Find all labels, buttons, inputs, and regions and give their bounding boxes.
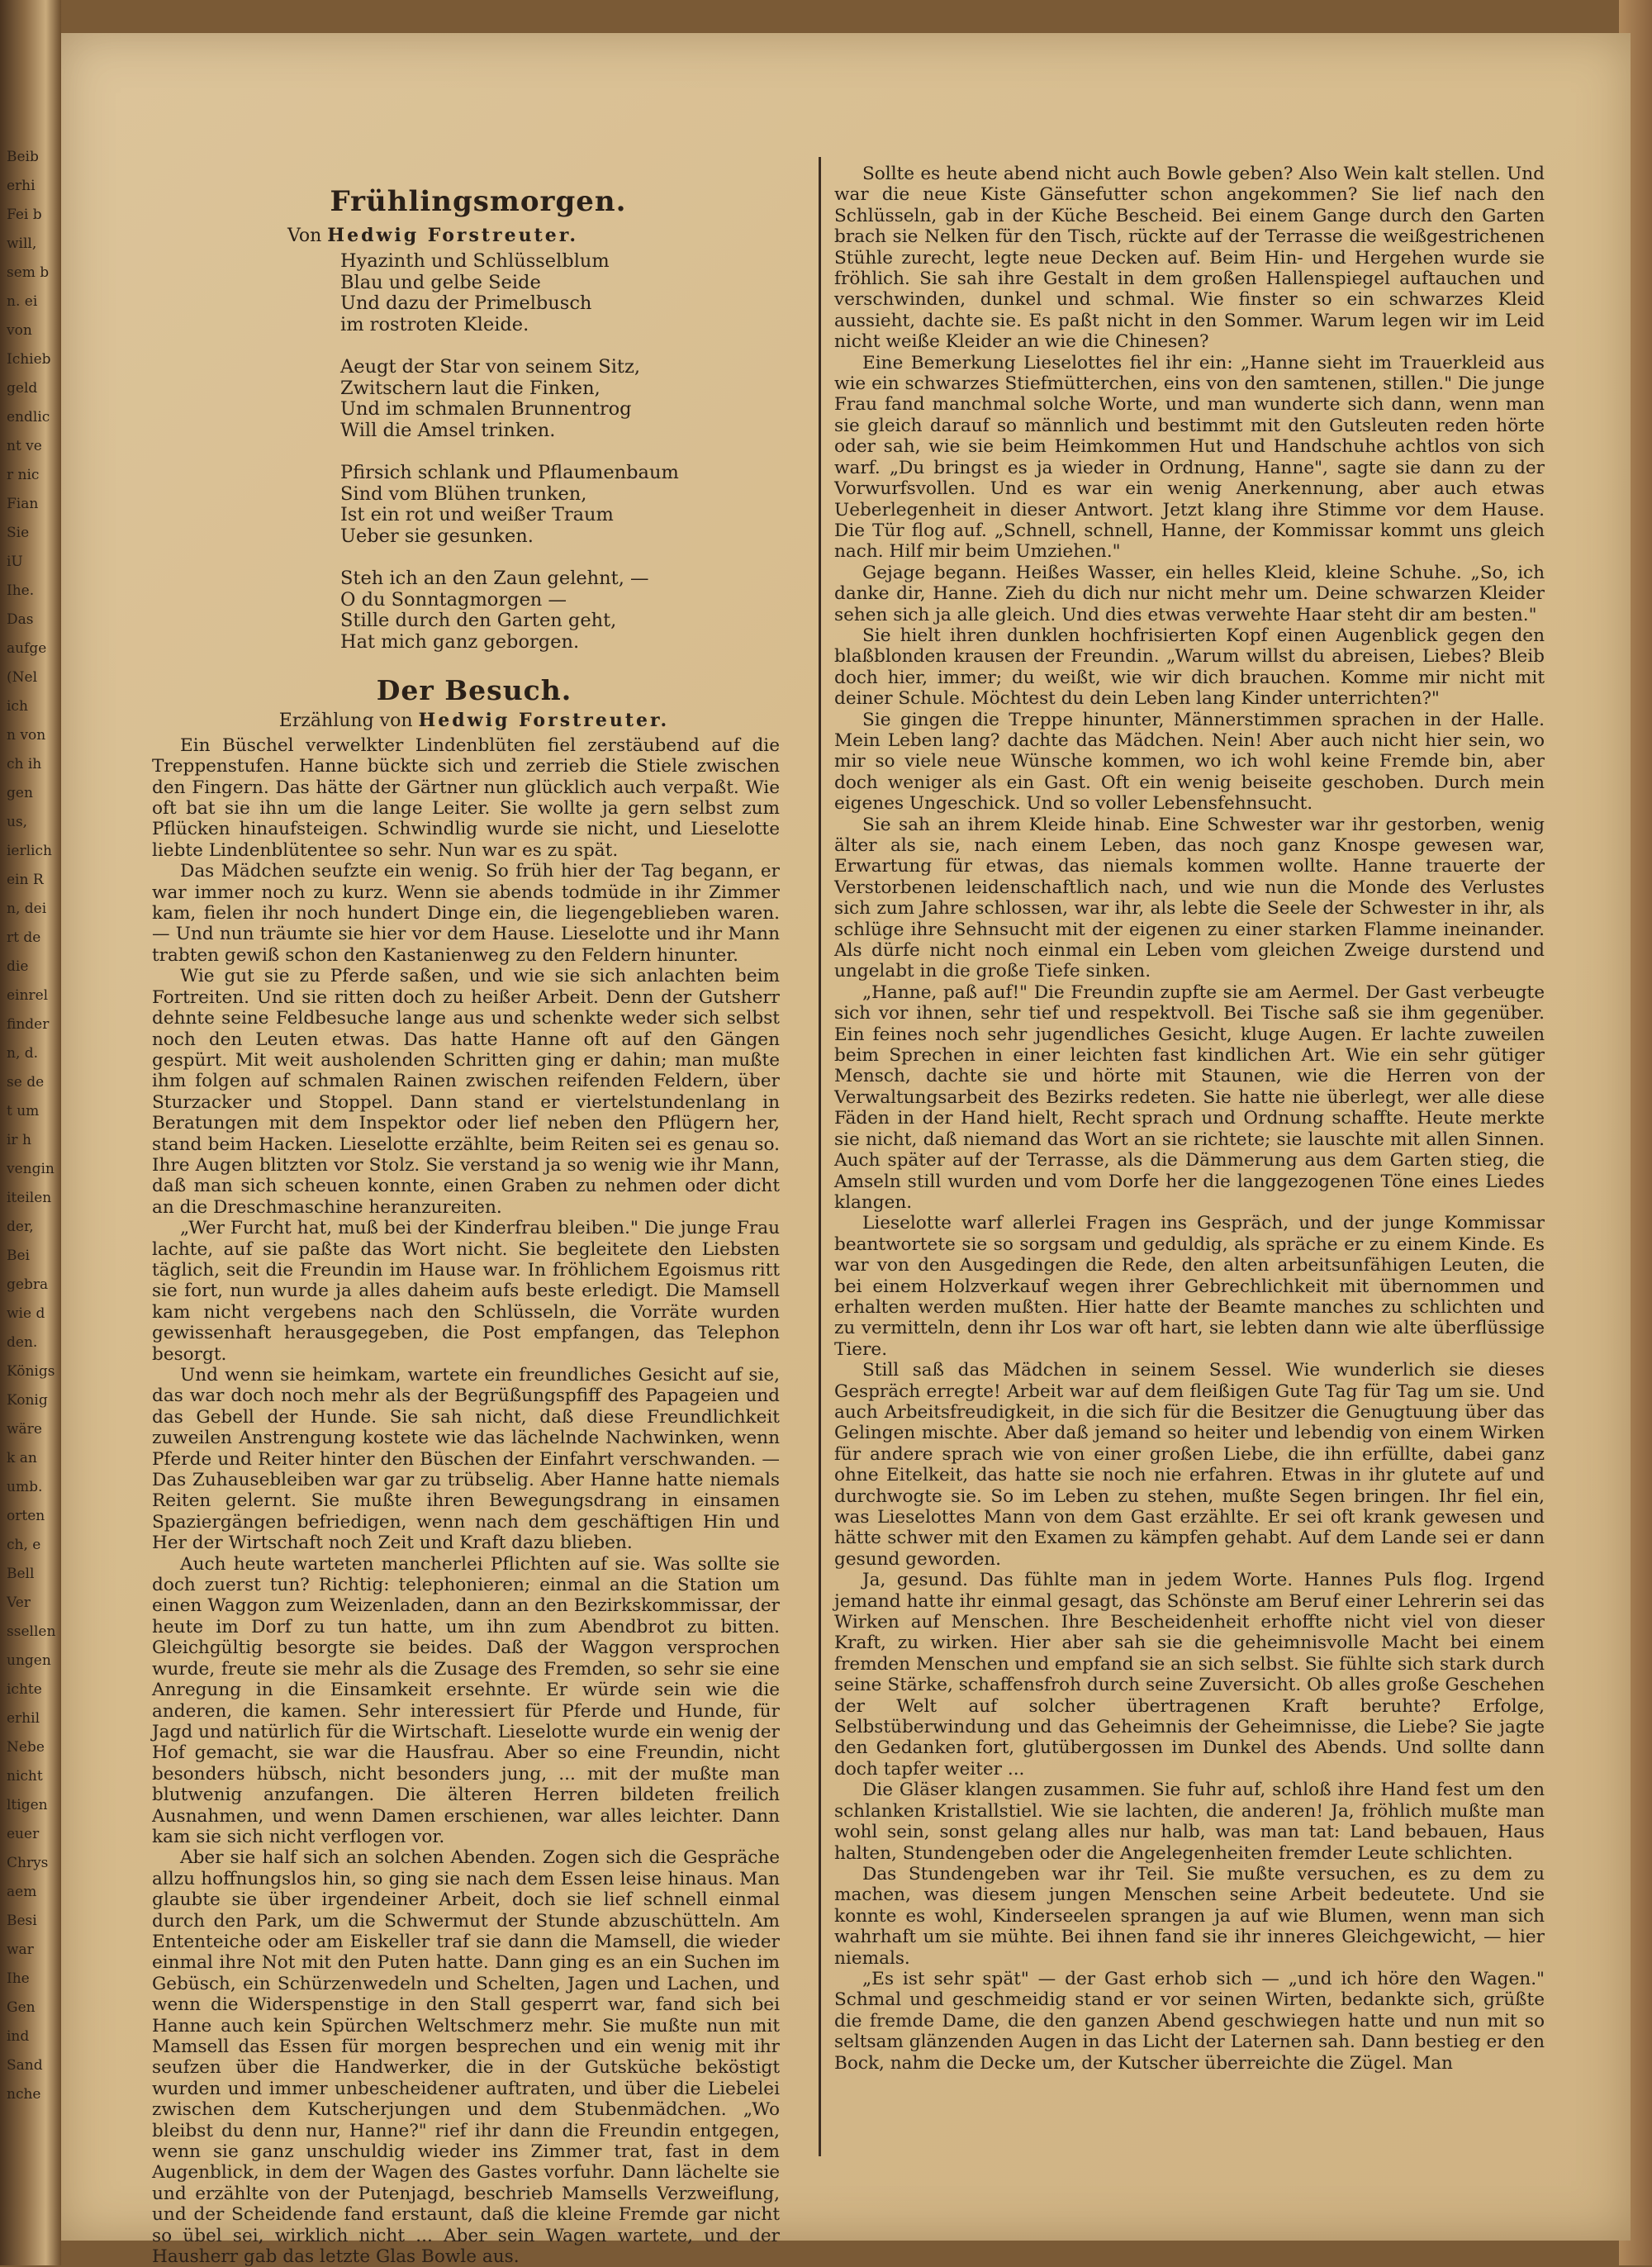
story-paragraph: Ja, gesund. Das fühlte man in jedem Worte. Hannes Puls flog. Irgend jemand hatte ihr einmal gesagt, das Schönste am Beruf einer Lehrerin sei das Wirken auf Menschen. Ihre Bescheidenheit erhoffte nicht viel von dieser Kraft, zu wirken. Hier aber sah sie die geheimnisvolle Macht bei einem fremden Menschen und empfand sie an sich selbst. Sie fühlte sich stark durch seine Stärke, schaffensfroh durch seine Zuversicht. Ob alles große Geschehen der Welt auf solcher übertragenen Kraft beruhte? Erfolge, Selbstüberwindung und das Geheimnis der Geheimnisse, die Liebe? Sie jagte den Gedanken fort, glutübergossen im Dunkel des Abends. Und sollte dann doch tapfer weiter ... [834,1570,1545,1780]
story-paragraph: Wie gut sie zu Pferde saßen, und wie sie sich anlachten beim Fortreiten. Und sie ritten doch zu heißer Arbeit. Denn der Gutsherr dehnte seine Feldbesuche lange aus und schenkte weder sich selbst noch den Leuten etwas. Das hatte Hanne oft auf den Gängen gespürt. Mit weit ausholenden Schritten ging er dahin; man mußte ihm folgen auf schmalen Rainen zwischen reifenden Feldern, über Sturzacker und Stoppel. Dann stand er viertelstundenlang in Beratungen mit dem Inspektor oder lief neben den Pflügern her, stand beim Hacken. Lieselotte erzählte, beim Reiten sei es genau so. Ihre Augen blitzten vor Stolz. Sie verstand ja so wenig wie ihr Mann, daß man sich scheuen konnte, einen Graben zu nehmen oder dicht an die Dreschmaschine heranzureiten. [152,966,780,1218]
facing-page-fragment: gen [7,785,33,801]
facing-page-fragment: endlic [7,409,50,425]
poem-line: Aeugt der Star von seinem Sitz, [340,356,640,378]
story-paragraph: Sie sah an ihrem Kleide hinab. Eine Schwester war ihr gestorben, wenig älter als sie, nach einem Leben, das noch ganz Knospe gewesen war, Erwartung für etwas, das niemals kommen wollte. Hanne trauerte der Verstorbenen leidenschaftlich nach, und wie nun die Monde des Verlustes sich zum Jahre schlossen, war ihr, als lebte die Seele der Schwester in ihr, als schlüge ihre Sehnsucht mit der eigenen zu einer starken Flamme ineinander. Als dürfe nicht noch einmal ein Leben vom gleichen Zweige durstend und ungelabt in die große Tiefe sinken. [834,814,1545,982]
facing-page-fragment: den. [7,1334,38,1351]
facing-page-fragment: n. ei [7,293,38,310]
facing-page-fragment: Ichieb [7,351,51,368]
facing-page-fragment: Besi [7,1913,37,1929]
poem-line: Stille durch den Garten geht, [340,610,617,632]
facing-page-fragment: Bell [7,1566,35,1582]
facing-page-fragment: iU [7,554,23,570]
story-paragraph: Sie gingen die Treppe hinunter, Männerstimmen sprachen in der Halle. Mein Leben lang? dachte das Mädchen. Nein! Aber auch nicht hier sein, wo mir so viele neue Wünsche kommen, wo ich wohl keine Fremde bin, aber doch weniger als ein Gast. Oft ein wenig beiseite geschoben. Durch mein eigenes Ungeschick. Und so voller Lebensfehnsucht. [834,709,1545,815]
right-column [834,164,1545,2074]
story-subtitle [152,711,780,731]
poem-stanza [340,357,780,441]
story-paragraph: Gejage begann. Heißes Wasser, ein helles Kleid, kleine Schuhe. „So, ich danke dir, Hanne. Zieh du dich nur nicht mehr um. Deine schwarzen Kleider sehen sich ja alle gleich. Und dies etwas verwehte Haar steht dir am besten." [834,562,1545,625]
facing-page-fragment: wie d [7,1305,45,1322]
story-paragraph: Still saß das Mädchen in seinem Sessel. Wie wunderlich sie dieses Gespräch erregte! Arbeit war auf dem fleißigen Gute Tag für Tag um sie. Und auch Arbeitsfreudigkeit, in die sich für die Besitzer die Genugtuung über das Gelingen mischte. Aber daß jemand so heiter und lebendig von einem Wirken für andere sprach wie von einer großen Liebe, die ihn erfüllte, dabei ganz ohne Eitelkeit, das hatte sie noch nie erfahren. Etwas in ihr glutete auf und durchwogte sie. So im Leben zu stehen, mußte Segen bringen. Ihr fiel ein, was Lieselottes Mann von dem Gast erzählte. Er sei oft krank gewesen und hätte schwer mit den Examen zu kämpfen gehabt. Auf dem Lande sei er dann gesund geworden. [834,1360,1545,1570]
story-paragraph: Sollte es heute abend nicht auch Bowle geben? Also Wein kalt stellen. Und war die neue Kiste Gänsefutter schon angekommen? Sie lief nach den Schlüsseln, gab in der Küche Bescheid. Bei einem Gange durch den Garten brach sie Nelken für den Tisch, rückte auf der Terrasse die weißgestrichenen Stühle zurecht, legte neue Decken auf. Beim Hin- und Hergehen wurde sie fröhlich. Sie sah ihre Gestalt in dem großen Hallenspiegel auftauchen und verschwinden, dunkel und schmal. Wie finster so ein schwarzes Kleid aussieht, dachte sie. Es paßt nicht in den Sommer. Warum legen wir im Leid nicht weiße Kleider an wie die Chinesen? [834,164,1545,353]
poem-line: Will die Amsel trinken. [340,419,556,441]
facing-page-fragment: ind [7,2028,30,2045]
column-divider [819,157,821,2156]
facing-page-fragment: k an [7,1450,37,1466]
poem-line: Und dazu der Primelbusch [340,292,592,315]
facing-page-fragment: Beib [7,149,39,165]
story-author: Hedwig Forstreuter. [418,710,670,732]
facing-page-fragment: erhi [7,178,36,194]
story-paragraph: Das Mädchen seufzte ein wenig. So früh hier der Tag begann, er war immer noch zu kurz. Wenn sie abends todmüde in ihr Zimmer kam, fielen ihr noch hundert Dinge ein, die liegengeblieben waren. — Und nun träumte sie hier vor dem Hause. Lieselotte und ihr Mann trabten gewiß schon den Kastanienweg zu den Feldern hinunter. [152,861,780,966]
facing-page-fragment: ch, e [7,1537,41,1553]
left-binding-edge [0,0,61,2265]
facing-page-fragment: Das [7,611,34,628]
poem-line: Pfirsich schlank und Pflaumenbaum [340,462,679,484]
facing-page-fragment: aem [7,1884,37,1900]
facing-page-fragment: ierlich [7,843,52,859]
story-left-text [152,735,780,2267]
facing-page-fragment: euer [7,1826,40,1842]
facing-page-fragment: Konig [7,1392,48,1409]
facing-page-fragment: von [7,322,32,339]
poem-line: Ist ein rot und weißer Traum [340,504,614,526]
story-paragraph: Eine Bemerkung Lieselottes fiel ihr ein: „Hanne sieht im Trauerkleid aus wie ein schwarzes Stiefmütterchen, eins von den samtenen, stillen." Die junge Frau fand manchmal solche Worte, und man wunderte sich dann, wenn man sie gleich darauf so männlich und bestimmt mit den Gutsleuten reden hörte oder sah, wie sie beim Heimkommen Hut und Handschuhe achtlos von sich warf. „Du bringst es ja wieder in Ordnung, Hanne", sagte sie dann zu der Vorwurfsvollen. Und es war ein wenig Anerkennung, aber auch etwas Ueberlegenheit in dieser Antwort. Jetzt klang ihre Stimme vor dem Hause. Die Tür flog auf. „Schnell, schnell, Hanne, der Kommissar kommt uns gleich nach. Hilf mir beim Umziehen." [834,352,1545,563]
facing-page-fragment: der, [7,1219,34,1235]
poem-stanza [340,251,780,335]
facing-page-fragment: ein R [7,872,44,888]
poem-line: im rostroten Kleide. [340,313,529,335]
story-paragraph: Die Gläser klangen zusammen. Sie fuhr auf, schloß ihre Hand fest um den schlanken Kristallstiel. Wie sie lachten, die anderen! Ja, fröhlich mußte man wohl sein, sonst gelang alles nur halb, was man tat: Land bebauen, Haus halten, Stundengeben oder die Angelegenheiten fremder Leute schlichten. [834,1780,1545,1864]
facing-page-fragment: nt ve [7,438,42,454]
facing-page-fragment: n, d. [7,1045,39,1062]
poem-stanza [340,463,780,547]
story-paragraph: „Hanne, paß auf!" Die Freundin zupfte sie am Aermel. Der Gast verbeugte sich vor ihnen, sehr tief und respektvoll. Bei Tische saß sie ihm gegenüber. Ein feines noch sehr jugendliches Gesicht, kluge Augen. Er lachte zuweilen beim Sprechen in einer leichten fast kindlichen Art. Wie ein sehr gütiger Mensch, dachte sie und hörte mit Staunen, wie die Herren von der Verwaltungsarbeit des Bezirks redeten. Sie hatte nie überlegt, wer alle diese Fäden in der Hand hielt, Recht sprach und Ordnung schaffte. Heute merkte sie nicht, daß niemand das Wort an sie richtete; sie lauschte mit allen Sinnen. Auch später auf der Terrasse, als die Dämmerung aus dem Garten stieg, die Amseln still wurden und vom Dorfe her die langgezogenen Töne eines Liedes klangen. [834,981,1545,1213]
facing-page-fragment: rt de [7,929,41,946]
poem-byline [152,226,780,246]
story-title: Der Besuch. [376,674,572,707]
facing-page-fragment: Königs [7,1363,55,1380]
facing-page-fragment: will, [7,235,37,252]
story-paragraph: Das Stundengeben war ihr Teil. Sie mußte versuchen, es zu dem zu machen, was diesem jungen Menschen seine Arbeit bedeutete. Und sie konnte es wohl, Kinderseelen sprangen ja auf wie Blumen, wenn man sich wahrhaft um sie mühte. Bei ihnen fand sie ihr inneres Gleichgewicht, — hier niemals. [834,1863,1545,1969]
facing-page-fragment: ich [7,698,28,715]
facing-page-fragment: ir h [7,1132,31,1148]
facing-page-fragment: ssellen [7,1623,56,1640]
facing-page-fragment: ichte [7,1681,42,1698]
poem-byline-prefix: Von [287,226,322,246]
facing-page-fragment: t um [7,1103,40,1119]
newspaper-page [61,33,1631,2267]
story-paragraph: Ein Büschel verwelkter Lindenblüten fiel zerstäubend auf die Treppenstufen. Hanne bückte sich und zerrieb die Stiele zwischen den Fingern. Das hätte der Gärtner nun glücklich auch verpaßt. Wie oft bat sie ihn um die lange Leiter. Sie wollte ja gern selbst zum Pflücken hinaufsteigen. Schwindlig wurde sie nicht, und Lieselotte liebte Lindenblütentee so sehr. Nun war es zu spät. [152,734,780,861]
facing-page-fragment: r nic [7,467,40,483]
story-paragraph: „Es ist sehr spät" — der Gast erhob sich — „und ich höre den Wagen." Schmal und geschmeidig stand er vor seinen Wirten, bedankte sich, grüßte die fremde Dame, die den ganzen Abend geschwiegen hatte und nun mit so seltsam glänzenden Augen in das Licht der Laternen sah. Dann bestieg er den Bock, nahm die Decke um, der Kutscher überreichte die Zügel. Man [834,1968,1545,2074]
poem-line: Blau und gelbe Seide [340,271,541,293]
facing-page-fragment: Gen [7,1999,36,2016]
facing-page-fragment: us, [7,814,28,830]
facing-page-fragment: nicht [7,1768,43,1785]
poem-title: Frühlingsmorgen. [330,185,627,218]
poem-line: Zwitschern laut die Finken, [340,377,601,399]
facing-page-fragment: (Nel [7,669,38,686]
left-column [152,136,780,2267]
facing-page-fragment: geld [7,380,38,397]
poem-line: Ueber sie gesunken. [340,525,534,547]
facing-page-fragment: orten [7,1508,45,1524]
facing-page-fragment: Bei [7,1248,30,1264]
facing-page-fragment: ltigen [7,1797,48,1813]
story-paragraph: Und wenn sie heimkam, wartete ein freundliches Gesicht auf sie, das war doch noch mehr als der Begrüßungspfiff des Papageien und das Gebell der Hunde. Sie sah nicht, daß diese Freundlichkeit zuweilen Anstrengung kostete wie das lächelnde Nachwinken, wenn Pferde und Reiter hinter den Büschen der Einfahrt verschwanden. — Das Zuhausebleiben war gar zu trübselig. Aber Hanne hatte niemals Reiten gelernt. Sie mußte ihren Bewegungsdrang in einsamen Spaziergängen befriedigen, wenn nach dem geschäftigen Hin und Her der Wirtschaft noch Zeit und Kraft dazu blieben. [152,1365,780,1554]
facing-page-fragment: Fei b [7,207,42,223]
poem-stanza [340,568,780,653]
facing-page-fragment: n von [7,727,46,744]
facing-page-fragment: n, dei [7,901,47,917]
facing-page-fragment: se de [7,1074,45,1091]
story-paragraph: Lieselotte warf allerlei Fragen ins Gespräch, und der junge Kommissar beantwortete sie so sorgsam und geduldig, als spräche er zu einem Kinde. Es war von den Ausgedingen die Rede, den alten arbeitsunfähigen Leuten, die bei einem Holzverkauf wegen ihrer Gebrechlichkeit mit übernommen und erhalten werden mußten. Hier hatte der Beamte manches zu schlichten und zu vermitteln, denn ihr Los war oft hart, sie lebten dann wie alte überflüssige Tiere. [834,1213,1545,1360]
facing-page-fragment: aufge [7,640,47,657]
facing-page-fragment: erhil [7,1710,40,1727]
story-paragraph: Sie hielt ihren dunklen hochfrisierten Kopf einen Augenblick gegen den blaßblonden krausen der Freundin. „Warum willst du abreisen, Liebes? Bleib doch hier, immer; du weißt, wie wir dich brauchen. Komme mir nicht mit deiner Schule. Möchtest du dein Leben lang Kinder unterrichten?" [834,625,1545,710]
facing-page-fragment: umb. [7,1479,43,1495]
poem-line: Sind vom Blühen trunken, [340,482,587,505]
facing-page-fragment: ungen [7,1652,51,1669]
facing-page-fragment: Fian [7,496,39,512]
facing-page-fragment: die [7,958,29,975]
facing-page-fragment: Ver [7,1595,31,1611]
facing-page-fragment: sem b [7,264,50,281]
facing-page-fragment: wäre [7,1421,42,1438]
poem-line: Steh ich an den Zaun gelehnt, — [340,568,649,590]
poem-line: Hyazinth und Schlüsselblum [340,250,610,273]
facing-page-fragment: Sand [7,2057,43,2074]
story-paragraph: Auch heute warteten mancherlei Pflichten auf sie. Was sollte sie doch zuerst tun? Richtig: telephonieren; einmal an die Station um einen Waggon zum Weizenladen, dann an den Bezirkskommissar, der heute im Dorf zu tun hatte, um ihn zum Abendbrot zu bitten. Gleichgültig besorgte sie beides. Daß der Waggon versprochen wurde, freute sie mehr als die Zusage des Fremden, so sehr sie eine Anregung in die Einsamkeit ersehnte. Er würde sein wie die anderen, die kamen. Sehr interessiert für Pferde und Hunde, für Jagd und natürlich für die Wirtschaft. Lieselotte wurde ein wenig der Hof gemacht, sie war die Hausfrau. Aber so eine Freundin, nicht besonders hübsch, nicht besonders jung, ... mit der mußte man blutwenig anzufangen. Die älteren Herren bildeten freilich Ausnahmen, und wenn Damen erschienen, war alles leichter. Dann kam sie sich nicht verflogen vor. [152,1553,780,1847]
poem-body [340,251,780,653]
facing-page-fragment: gebra [7,1276,49,1293]
story-right-text [834,164,1545,2074]
poem-line: O du Sonntagmorgen — [340,588,567,611]
facing-page-fragment: war [7,1941,34,1958]
story-paragraph: Aber sie half sich an solchen Abenden. Zogen sich die Gespräche allzu hoffnungslos hin, so ging sie nach dem Essen leise hinaus. Man glaubte sie über irgendeiner Arbeit, doch sie lief schnell einmal durch den Park, um die Schwermut der Stunde abzuschütteln. Am Ententeiche oder am Eiskeller traf sie dann die Mamsell, die wieder einmal ihre Not mit den Puten hatte. Dann ging es an ein Suchen im Gebüsch, ein Schürzenwedeln und Schelten, Jagen und Lachen, und wenn die Widerspenstige in den Stall gesperrt war, fand sich bei Hanne auch kein Spürchen Weltschmerz mehr. Sie mußte nun mit Mamsell das Essen für morgen besprechen und ein wenig mit ihr seufzen über die Handwerker, die in der Gutsküche beköstigt wurden und immer unbescheidener auftraten, und über die Liebelei zwischen dem Kutscherjungen und dem Stubenmädchen. „Wo bleibst du denn nur, Hanne?" rief ihr dann die Freundin entgegen, wenn sie ganz unschuldig wieder ins Zimmer trat, fast in dem Augenblick, in dem der Wagen des Gastes vorfuhr. Dann lächelte sie und erzählte von der Putenjagd, beschrieb Mamsells Verzweiflung, und der Scheidende fand erstaunt, daß die kleine Fremde gar nicht so übel sei, wirklich nicht ... Aber sein Wagen wartete, und der Hausherr gab das letzte Glas Bowle aus. [152,1847,780,2267]
facing-page-fragment: nche [7,2086,41,2103]
facing-page-fragment: Chrys [7,1855,49,1871]
facing-page-fragment: vengin [7,1161,55,1177]
facing-page-fragment: finder [7,1016,50,1033]
facing-page-fragment: Ihe [7,1970,30,1987]
facing-page-fragment: iteilen [7,1190,52,1206]
story-subtitle-prefix: Erzählung von [278,711,413,732]
facing-page-fragment: ch ih [7,756,42,772]
story-paragraph: „Wer Furcht hat, muß bei der Kinderfrau bleiben." Die junge Frau lachte, auf sie paßte das Wort nicht. Sie begleitete den Liebsten täglich, seit die Freundin im Hause war. In fröhlichem Egoismus ritt sie fort, nun wurde ja alles daheim aufs beste erledigt. Die Mamsell kam nicht vergebens nach den Schlüsseln, die Vorräte wurden gewissenhaft herausgegeben, die Post empfangen, das Telephon besorgt. [152,1218,780,1365]
facing-page-fragment: Ihe. [7,582,35,599]
poem-line: Und im schmalen Brunnentrog [340,398,632,421]
poem-author: Hedwig Forstreuter. [327,225,578,246]
poem-line: Hat mich ganz geborgen. [340,630,580,653]
facing-page-fragment: einrel [7,987,49,1004]
facing-page-fragment: Nebe [7,1739,45,1756]
facing-page-fragment: Sie [7,525,30,541]
